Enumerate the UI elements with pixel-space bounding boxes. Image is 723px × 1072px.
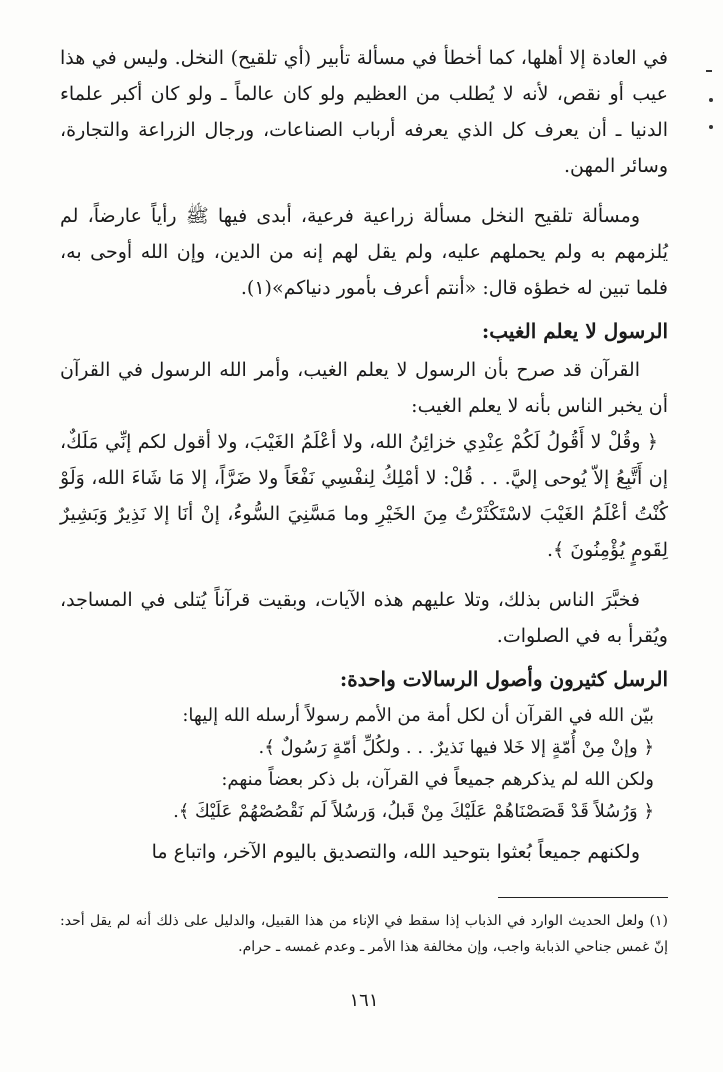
paragraph: ومسألة تلقيح النخل مسألة زراعية فرعية، أبدى فيها ﷺ رأياً عارضاً، لم يُلزمهم به ولم يحملهم عليه، ولم يقل لهم إنه من الدين، وإن الله أوحى به، فلما تبين له خطؤه قال: «أنتم أعرف بأمور دنياكم»(١). [60,205,668,299]
margin-mark [709,98,713,102]
section-heading: الرسول لا يعلم الغيب: [481,319,668,343]
footnote-divider [498,897,668,898]
quran-quote: ﴿ وإنْ مِنْ أُمّةٍ إلا خَلا فيها نَذيرٌ. . . ولكُلِّ أمّةٍ رَسُولٌ ﴾. [258,737,654,758]
paragraph: القرآن قد صرح بأن الرسول لا يعلم الغيب، وأمر الله الرسول في القرآن أن يخبر الناس بأنه لا يعلم الغيب: [60,359,668,417]
book-page [60,40,668,1032]
margin-mark [706,70,712,72]
text-line: بيّن الله في القرآن أن لكل أمة من الأمم رسولاً أرسله الله إليها: [182,705,654,726]
footnote: (١) ولعل الحديث الوارد في الذباب إذا سقط في الإناء من هذا القبيل، والدليل على ذلك أنه لم يقل أحد: إنّ غمس جناحي الذبابة واجب، وإن مخالفة هذا الأمر ـ وعدم غمسه ـ حرام. [60,913,668,955]
section-heading: الرسل كثيرون وأصول الرسالات واحدة: [339,667,668,691]
quran-quote: ﴿ وَرُسُلاً قَدْ قَصَصْنَاهُمْ عَلَيْكَ مِنْ قَبلُ، وَرسُلاً لَم نَقْصُصْهُمْ عَلَيْكَ ﴾. [173,801,654,822]
quran-quote: ﴿ وقُلْ لا أَقُولُ لَكُمْ عِنْدِي خزائِنُ الله، ولا أعْلَمُ الغَيْبَ، ولا أقول لكم إنِّي مَلَكٌ، إن أَتَّبِعُ إلاّ يُوحى إليَّ. . . قُلْ: لا أمْلِكُ لِنفْسِي نَفْعَاً ولا ضَرَّاً، إلا مَا شَاءَ الله، وَلَوْ كُنْتُ أعْلَمُ الغَيْبَ لاسْتَكْثَرْتُ مِنَ الخَيْرِ وما مَسَّنِيَ السُّوءُ، إنْ أنَا إلا نَذِيرٌ وَبَشِيرٌ لِقَومٍ يُؤْمِنُونَ ﴾. [60,431,668,561]
margin-mark [709,125,713,129]
paragraph: في العادة إلا أهلها، كما أخطأ في مسألة تأبير (أي تلقيح) النخل. وليس في هذا عيب أو نقص، لأنه لا يُطلب من العظيم ولو كان عالماً ـ ولو كان أكبر علماء الدنيا ـ أن يعرف كل الذي يعرفه أرباب الصناعات، ورجال الزراعة والتجارة، وسائر المهن. [60,47,668,177]
text-line: ولكن الله لم يذكرهم جميعاً في القرآن، بل ذكر بعضاً منهم: [221,769,654,790]
page-number: ١٦١ [349,990,379,1011]
paragraph: ولكنهم جميعاً بُعثوا بتوحيد الله، والتصديق باليوم الآخر، واتباع ما [151,841,640,863]
paragraph: فخبَّرَ الناس بذلك، وتلا عليهم هذه الآيات، وبقيت قرآناً يُتلى في المساجد، ويُقرأ به في الصلوات. [60,589,668,647]
